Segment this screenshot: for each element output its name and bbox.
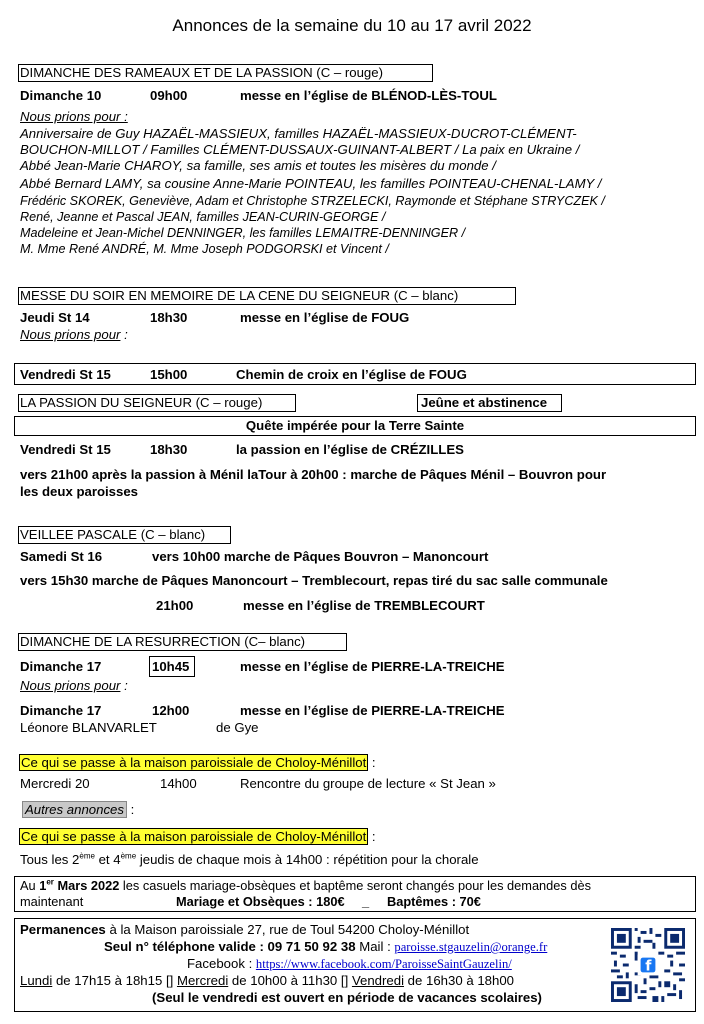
colon: : [368,755,376,770]
page-title: Annonces de la semaine du 10 au 17 avril 2022 [172,16,532,35]
hours-line: Lundi de 17h15 à 18h15 [] Mercredi de 10h00 à 11h30 [] Vendredi de 16h30 à 18h00 [20,973,515,988]
event-description: Chemin de croix en l’église de FOUG [236,367,467,382]
friday-label: Vendredi [351,973,404,988]
colon: : [120,678,128,693]
event-day: Dimanche 17 [20,703,102,718]
intention-line: BOUCHON-MILLOT / Familles CLÉMENT-DUSSAUX-GUINANT-ALBERT / La paix en Ukraine / [20,142,580,157]
prayer-intentions-line [20,327,128,343]
event-description: messe en l’église de PIERRE-LA-TREICHE [240,659,505,674]
parish-house-heading-line [19,829,376,845]
contact-line: Seul n° téléphone valide : 09 71 50 92 38 Mail : paroisse.stgauzelin@orange.fr [104,939,548,954]
parish-house-heading: Ce qui se passe à la maison paroissiale de Choloy-Ménillot [21,755,367,770]
section-header: DIMANCHE DES RAMEAUX ET DE LA PASSION (C – rouge) [20,65,383,80]
other-announcements-heading: Autres annonces [22,801,127,818]
event-note: les deux paroisses [20,484,139,499]
facebook-link[interactable]: https://www.facebook.com/ParoisseSaintGauzelin/ [255,957,512,971]
event-day: Vendredi St 15 [20,442,111,457]
email-link[interactable]: paroisse.stgauzelin@orange.fr [394,940,548,954]
event-day: Dimanche 17 [20,659,102,674]
section-header: MESSE DU SOIR EN MEMOIRE DE LA CENE DU SEIGNEUR (C – blanc) [20,288,459,303]
intention-name-suffix: de Gye [216,720,259,735]
section-header: DIMANCHE DE LA RESURRECTION (C– blanc) [20,634,306,649]
fees-date: 1er Mars 2022 [39,877,120,893]
qr-code-icon [611,928,685,1002]
colon: : [120,327,128,342]
intention-line: Abbé Jean-Marie CHAROY, sa famille, ses amis et toutes les misères du monde / [20,158,496,173]
intention-name: Léonore BLANVARLET [20,720,157,735]
event-time: 10h45 [152,659,190,674]
parish-house-heading-line [19,755,376,771]
colon: : [368,829,376,844]
section-header: VEILLEE PASCALE (C – blanc) [20,527,206,542]
prayer-intentions-label: Nous prions pour [20,678,121,693]
event-time: 12h00 [152,703,190,718]
intention-line: Anniversaire de Guy HAZAËL-MASSIEUX, familles HAZAËL-MASSIEUX-DUCROT-CLÉMENT- [20,126,577,141]
intention-line: M. Mme René ANDRÉ, M. Mme Joseph PODGORSKI et Vincent / [20,242,389,256]
event-description: vers 15h30 marche de Pâques Manoncourt – Tremblecourt, repas tiré du sac salle communale [20,573,608,588]
fasting-note: Jeûne et abstinence [421,395,548,410]
event-description: messe en l’église de BLÉNOD-LÈS-TOUL [240,88,497,103]
event-description: vers 10h00 marche de Pâques Bouvron – Manoncourt [152,549,489,564]
event-day: Jeudi St 14 [20,310,90,325]
event-day: Mercredi 20 [20,776,90,791]
intention-line: René, Jeanne et Pascal JEAN, familles JEAN-CURIN-GEORGE / [20,210,386,224]
event-description: messe en l’église de FOUG [240,310,410,325]
event-day: Dimanche 10 [20,88,102,103]
fees-baptism: Baptêmes : 70€ [387,894,481,909]
intention-line: Frédéric SKOREK, Geneviève, Adam et Christophe STRZELECKI, Raymonde et Stéphane STRYCZEK / [20,194,605,208]
intention-line: Abbé Bernard LAMY, sa cousine Anne-Marie POINTEAU, les familles POINTEAU-CHENAL-LAMY / [20,176,602,191]
holiday-note: (Seul le vendredi est ouvert en période de vacances scolaires) [152,990,542,1005]
prayer-intentions-label: Nous prions pour : [20,109,128,124]
event-note: vers 21h00 après la passion à Ménil laTour à 20h00 : marche de Pâques Ménil – Bouvron pour [20,467,607,482]
section-header: LA PASSION DU SEIGNEUR (C – rouge) [20,395,263,410]
event-time: 09h00 [150,88,188,103]
event-description: Rencontre du groupe de lecture « St Jean » [240,776,496,791]
office-hours-line: Permanences à la Maison paroissiale 27, rue de Toul 54200 Choloy-Ménillot [20,922,470,937]
event-time: 18h30 [150,310,188,325]
fees-line-1: Au 1er Mars 2022 les casuels mariage-obsèques et baptême seront changés pour les demandes dès [20,877,591,893]
other-announcements-line [22,802,134,818]
choir-rehearsal-note: Tous les 2ème et 4ème jeudis de chaque mois à 14h00 : répétition pour la chorale [20,851,479,867]
event-description: la passion en l’église de CRÉZILLES [236,442,464,457]
colon: : [126,802,135,817]
fees-separator: _ [362,894,370,909]
facebook-line: Facebook : https://www.facebook.com/ParoisseSaintGauzelin/ [187,956,512,971]
svg-text:f: f [645,958,652,975]
wednesday-label: Mercredi [176,973,229,988]
event-time: 18h30 [150,442,188,457]
event-time: 14h00 [160,776,197,791]
event-description: messe en l’église de TREMBLECOURT [243,598,485,613]
event-description: messe en l’église de PIERRE-LA-TREICHE [240,703,505,718]
parish-house-heading: Ce qui se passe à la maison paroissiale de Choloy-Ménillot [21,829,367,844]
event-day: Samedi St 16 [20,549,103,564]
monday-label: Lundi [20,973,53,988]
prayer-intentions-line [20,678,128,694]
fees-line-2-label: maintenant [20,894,84,909]
phone: Seul n° téléphone valide : 09 71 50 92 38 [104,939,356,954]
collection-note: Quête impérée pour la Terre Sainte [245,418,465,433]
event-time: 15h00 [150,367,188,382]
event-time: 21h00 [156,598,194,613]
office-hours-label: Permanences [20,922,106,937]
intention-line: Madeleine et Jean-Michel DENNINGER, les familles LEMAITRE-DENNINGER / [20,226,466,240]
fees-wedding-funeral: Mariage et Obsèques : 180€ [176,894,345,909]
event-day: Vendredi St 15 [20,367,111,382]
prayer-intentions-label: Nous prions pour [20,327,121,342]
